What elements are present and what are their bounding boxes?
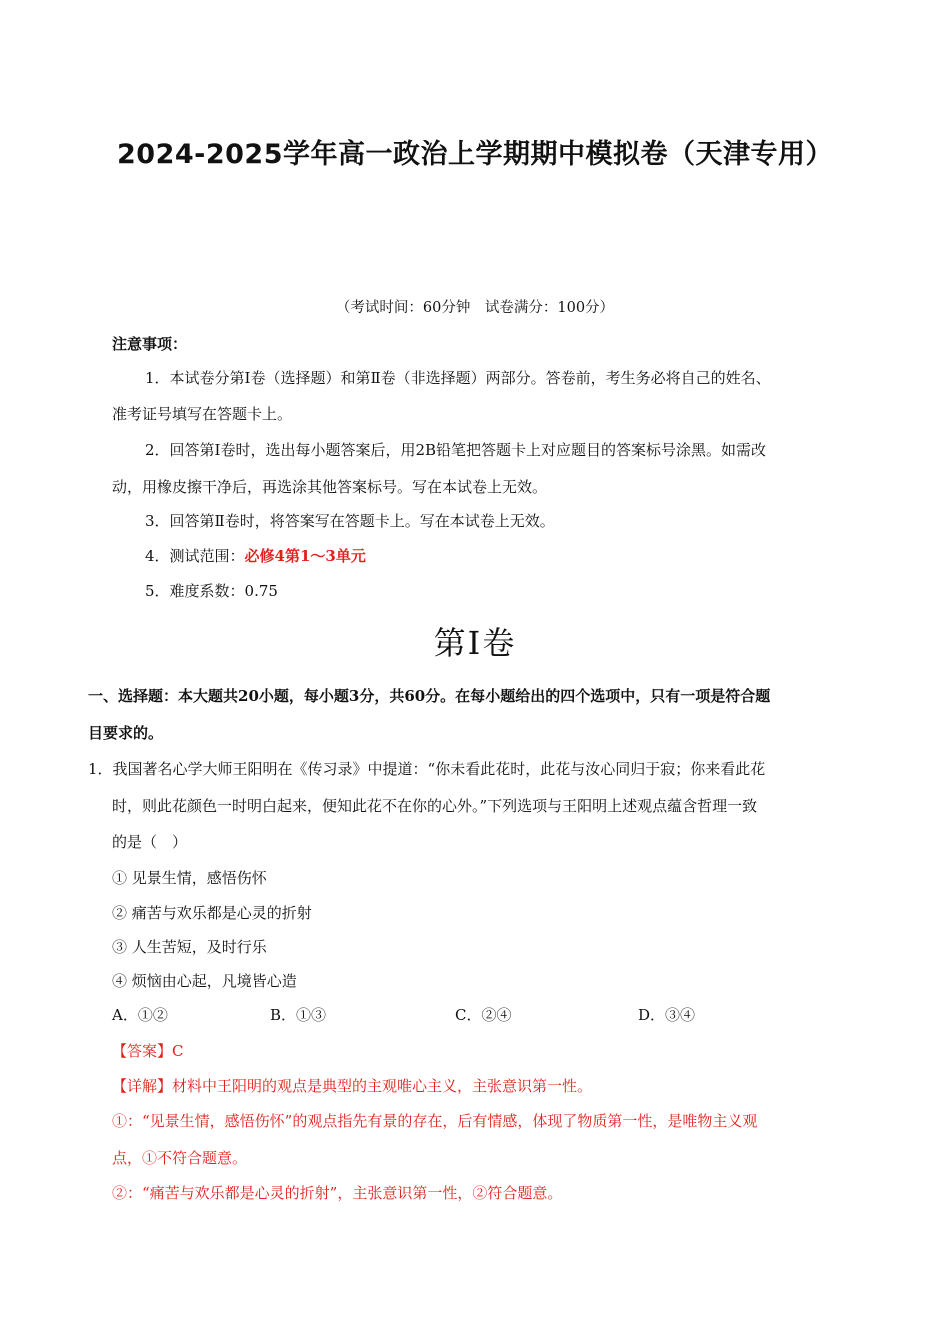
explanation-line-2: ①：“见景生情，感悟伤怀”的观点指先有景的存在，后有情感，体现了物质第一性，是唯物主义观 [112,1112,758,1130]
question-1-stem-line-2: 时，则此花颜色一时明白起来，便知此花不在你的心外。”下列选项与王阳明上述观点蕴含哲理一致 [112,797,758,815]
explanation-line-3: 点，①不符合题意。 [112,1149,248,1167]
section-title: 第Ⅰ卷 [433,624,517,662]
notice-2-line-2: 动，用橡皮擦干净后，再选涂其他答案标号。写在本试卷上无效。 [112,478,548,496]
question-1-item-1: ① 见景生情，感悟伤怀 [112,869,267,887]
option-b: B．①③ [270,1006,327,1024]
option-a: A．①② [112,1006,168,1024]
part-heading-line-1: 一、选择题：本大题共20小题，每小题3分，共60分。在每小题给出的四个选项中，只有一项是符合题 [88,687,771,705]
notice-2-line-1: 2．回答第Ⅰ卷时，选出每小题答案后，用2B铅笔把答题卡上对应题目的答案标号涂黑。如需改 [145,441,767,459]
explanation-line-4: ②：“痛苦与欢乐都是心灵的折射”，主张意识第一性，②符合题意。 [112,1184,563,1202]
test-scope: 必修4第1～3单元 [244,547,366,565]
exam-meta: （考试时间：60分钟 试卷满分：100分） [335,300,615,316]
notice-1-line-1: 1．本试卷分第Ⅰ卷（选择题）和第Ⅱ卷（非选择题）两部分。答卷前，考生务必将自己的姓名、 [145,369,771,387]
question-1-item-4: ④ 烦恼由心起，凡境皆心造 [112,972,297,990]
notice-4-prefix: 4．测试范围： [145,547,245,565]
explanation-line-1: 【详解】材料中王阳明的观点是典型的主观唯心主义，主张意识第一性。 [112,1077,593,1095]
notice-3: 3．回答第Ⅱ卷时，将答案写在答题卡上。写在本试卷上无效。 [145,512,555,530]
notice-4 [145,545,366,566]
part-heading-line-2: 目要求的。 [88,724,164,742]
answer: 【答案】C [112,1042,184,1060]
notice-5: 5．难度系数：0.75 [145,582,278,600]
option-d: D．③④ [638,1006,696,1024]
document-title: 2024-2025学年高一政治上学期期中模拟卷（天津专用） [117,139,833,170]
question-1-item-3: ③ 人生苦短，及时行乐 [112,938,267,956]
option-c: C．②④ [455,1006,512,1024]
question-1-item-2: ② 痛苦与欢乐都是心灵的折射 [112,904,312,922]
notice-heading: 注意事项： [112,335,188,353]
question-1-stem-line-3: 的是（ ） [112,833,188,851]
notice-1-line-2: 准考证号填写在答题卡上。 [112,405,293,423]
question-1-stem-line-1: 1．我国著名心学大师王阳明在《传习录》中提道：“你未看此花时，此花与汝心同归于寂；你来看此花 [88,760,766,778]
